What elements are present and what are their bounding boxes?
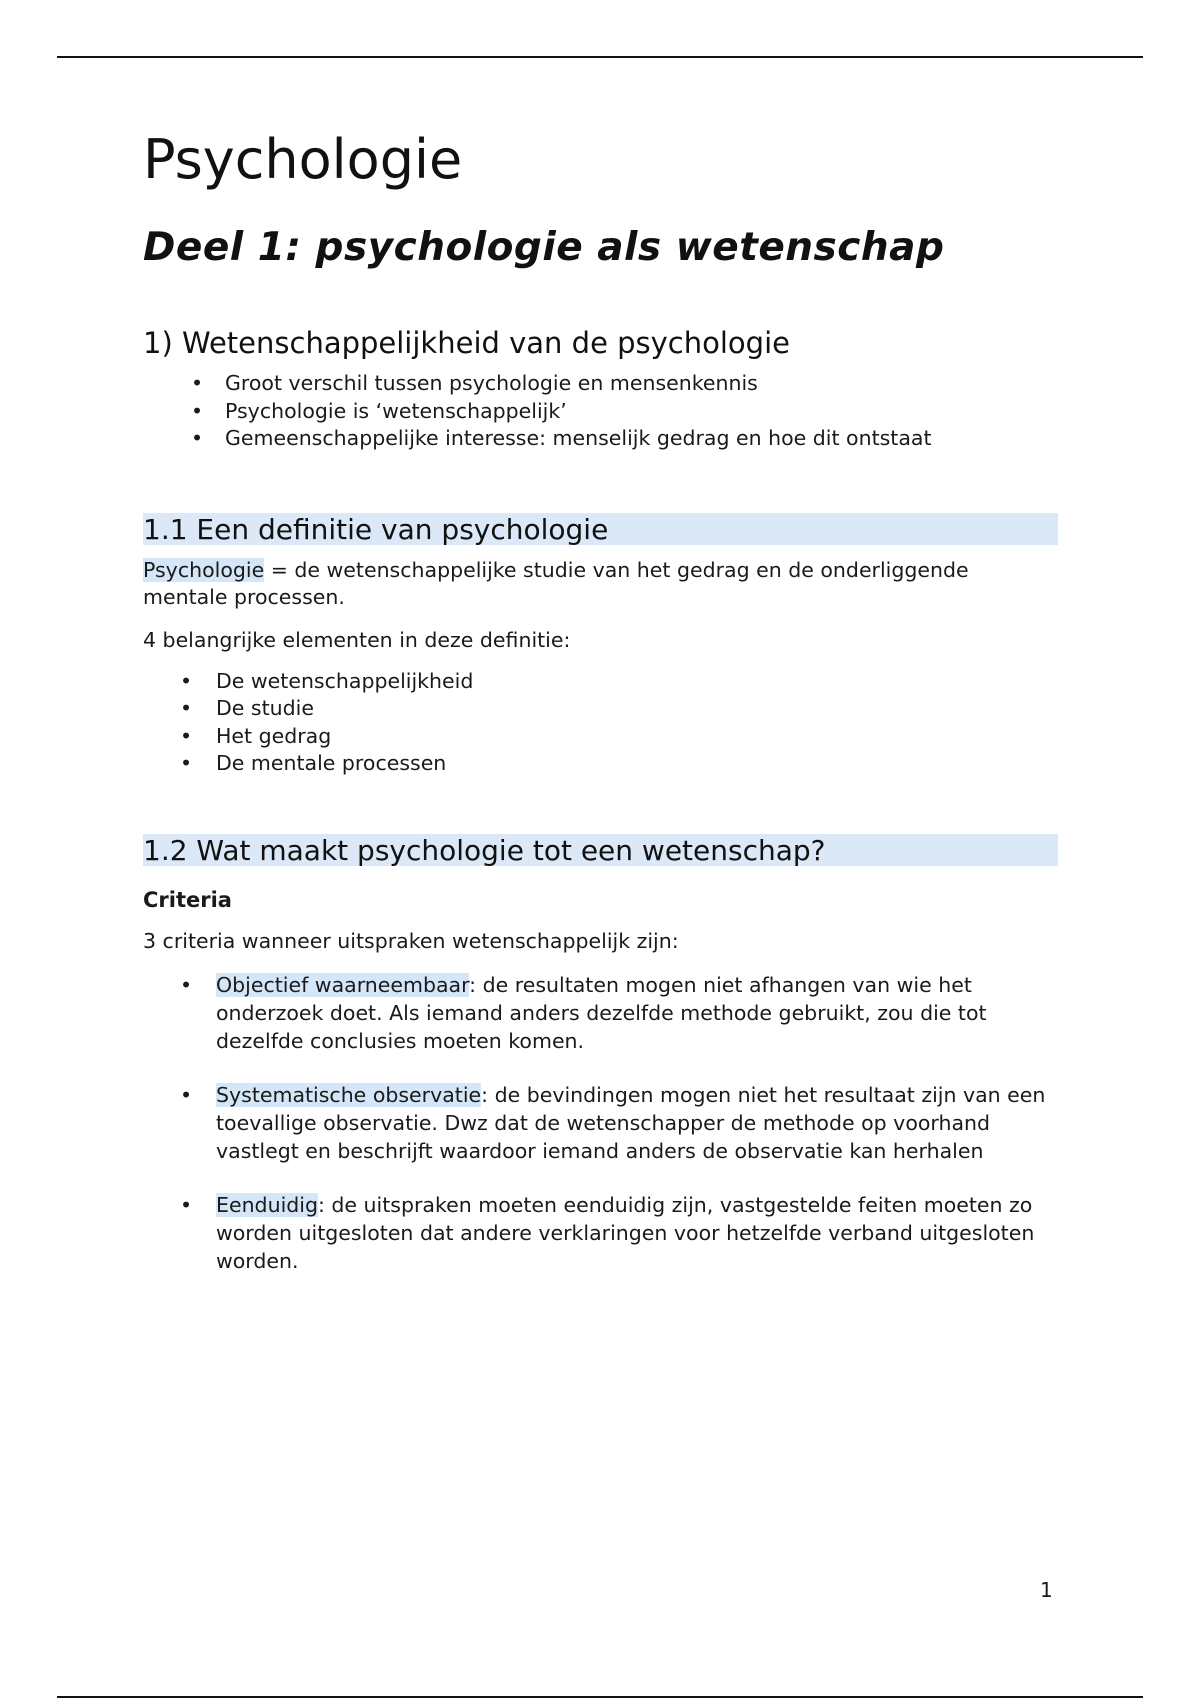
list-item: • Het gedrag: [216, 723, 1058, 751]
bullet-icon: •: [191, 426, 204, 451]
chapter-heading: 1) Wetenschappelijkheid van de psychologie: [143, 326, 790, 361]
bullet-icon: •: [180, 723, 193, 748]
document-page: [143, 130, 1058, 1301]
bullet-icon: •: [191, 371, 204, 396]
criteria-list: [143, 971, 1058, 1275]
criteria-subheading: Criteria: [143, 887, 232, 912]
list-item: • Psychologie is ‘wetenschappelijk’: [225, 398, 1058, 426]
bullet-icon: •: [180, 668, 193, 693]
section-heading-1-2: 1.2 Wat maakt psychologie tot een wetenschap?: [143, 834, 1058, 866]
section-heading-1-1: 1.1 Een definitie van psychologie: [143, 513, 1058, 545]
document-title: Psychologie: [143, 128, 463, 191]
highlighted-term: Objectief waarneembaar: [216, 972, 470, 997]
bullet-icon: •: [180, 696, 193, 721]
criteria-intro: 3 criteria wanneer uitspraken wetenschappelijk zijn:: [143, 928, 679, 953]
bullet-icon: •: [180, 1192, 193, 1217]
bullet-icon: •: [180, 1082, 193, 1107]
highlighted-term: Systematische observatie: [216, 1082, 482, 1107]
definition-paragraph: Psychologie = de wetenschappelijke studie van het gedrag en de onderliggende mentale processen.: [143, 557, 969, 609]
page-number: 1: [1040, 1578, 1053, 1602]
elements-list: [143, 668, 1058, 778]
list-item: • Gemeenschappelijke interesse: menselijk gedrag en hoe dit ontstaat: [225, 425, 1058, 453]
list-item: • Groot verschil tussen psychologie en mensenkennis: [225, 370, 1058, 398]
list-item: • Systematische observatie: de bevindingen mogen niet het resultaat zijn van een toevallige observatie. Dwz dat de wetenschapper de methode op voorhand vastlegt en beschrijft waardoor iemand anders de observatie kan herhalen: [180, 1082, 1046, 1163]
highlighted-term: Psychologie: [143, 557, 265, 582]
list-item: • De mentale processen: [216, 750, 1058, 778]
list-item: • Objectief waarneembaar: de resultaten mogen niet afhangen van wie het onderzoek doet. Als iemand anders dezelfde methode gebruikt, zou die tot dezelfde conclusies moeten komen.: [180, 972, 987, 1053]
bullet-icon: •: [191, 398, 204, 423]
list-item: • De wetenschappelijkheid: [216, 668, 1058, 696]
highlighted-term: Eenduidig: [216, 1192, 318, 1217]
top-rule: [57, 56, 1143, 58]
part-title: Deel 1: psychologie als wetenschap: [143, 225, 945, 271]
bullet-icon: •: [180, 751, 193, 776]
bullet-icon: •: [180, 972, 193, 997]
chapter-bullet-list: [143, 370, 1058, 453]
bottom-rule: [57, 1696, 1143, 1698]
elements-intro: 4 belangrijke elementen in deze definitie:: [143, 627, 571, 652]
list-item: • De studie: [216, 695, 1058, 723]
list-item: • Eenduidig: de uitspraken moeten eenduidig zijn, vastgestelde feiten moeten zo worden uitgesloten dat andere verklaringen voor hetzelfde verband uitgesloten worden.: [180, 1192, 1035, 1273]
